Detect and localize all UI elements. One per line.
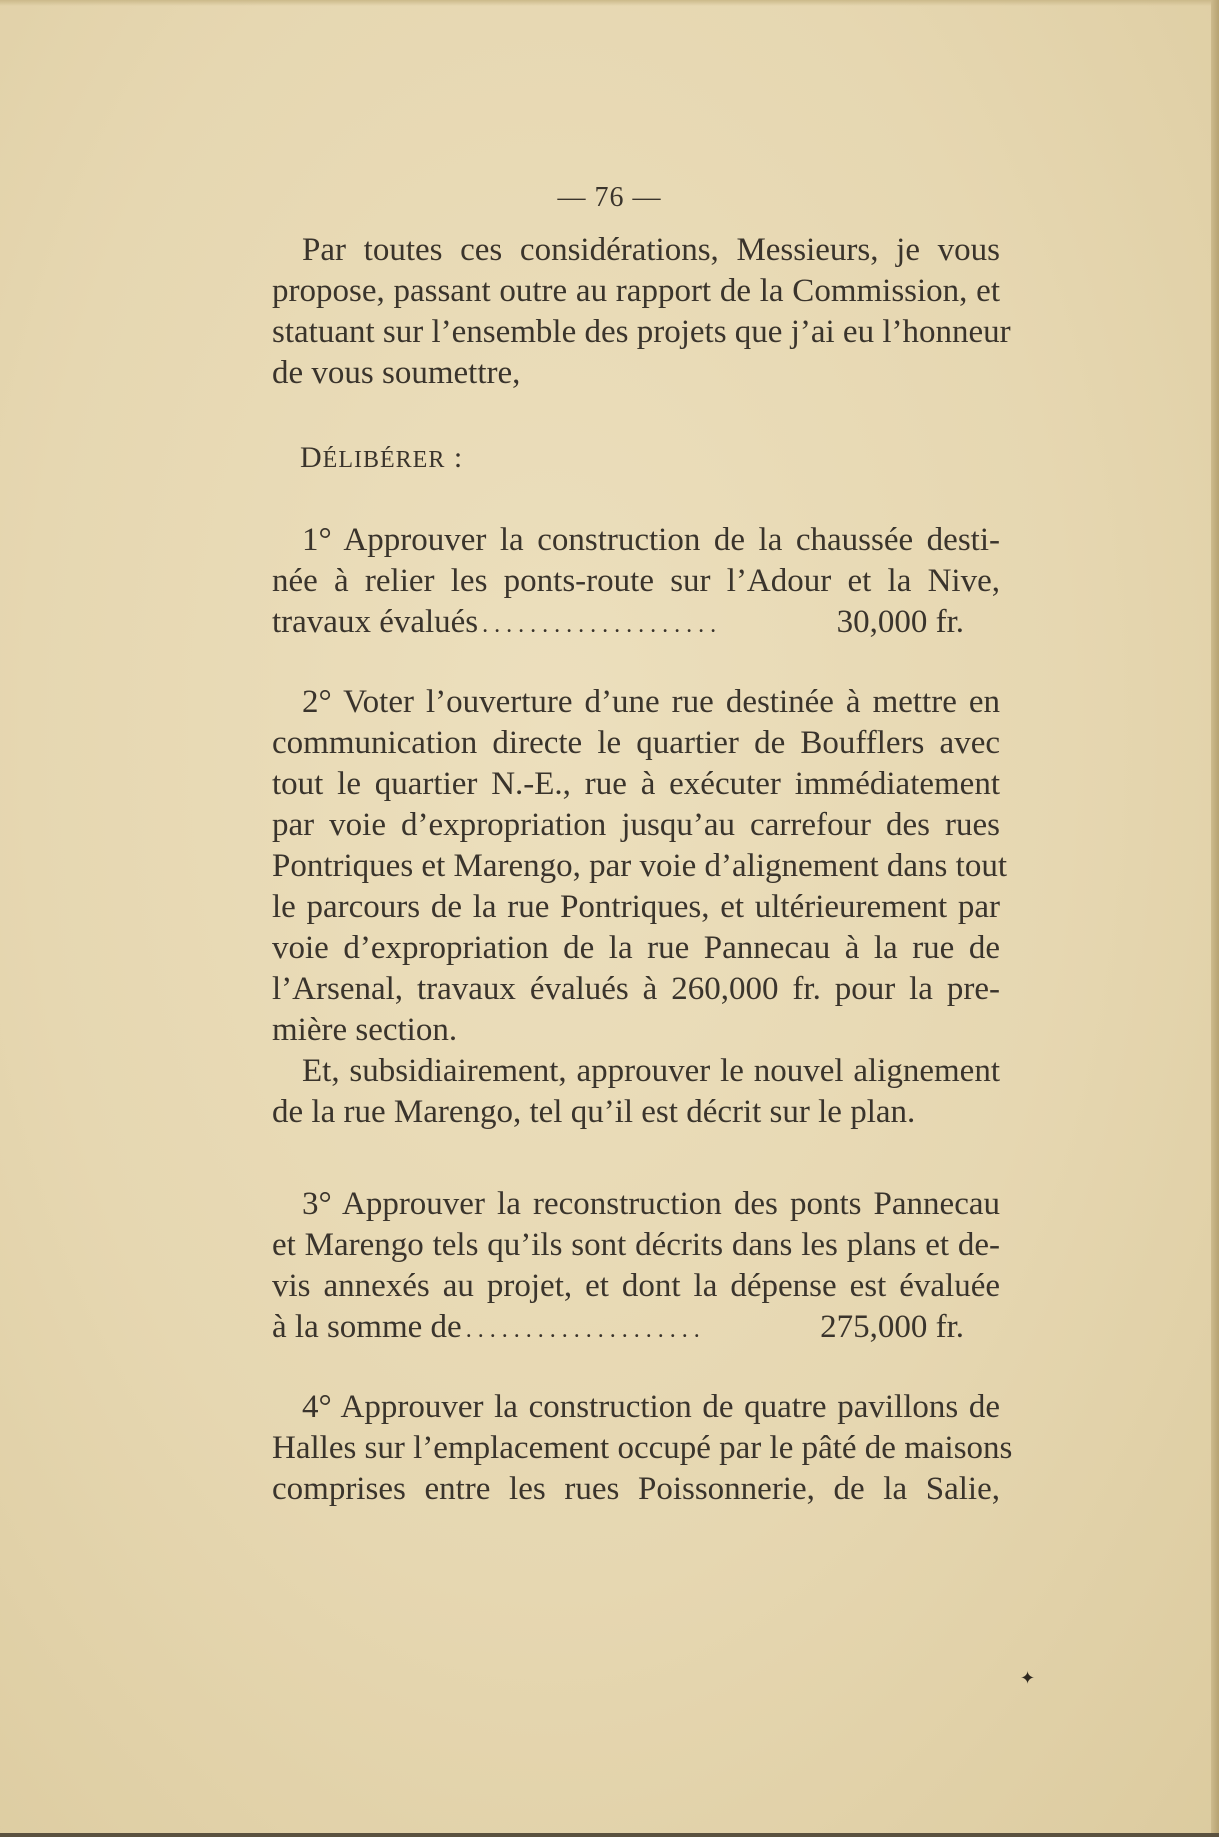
item-1 <box>272 520 1000 643</box>
item-line: 1° Approuver la construction de la chaussée desti- <box>302 522 1000 558</box>
item-line: Halles sur l’emplacement occupé par le pâté de maisons <box>272 1430 1013 1466</box>
page-edge-top <box>0 0 1219 6</box>
item-line: née à relier les ponts-route sur l’Adour et la Nive, <box>272 563 1000 599</box>
intro-line: statuant sur l’ensemble des projets que j’ai eu l’honneur <box>272 314 1011 350</box>
item-line: 4° Approuver la construction de quatre pavillons de <box>302 1389 1000 1425</box>
item-line: communication directe le quartier de Boufflers avec <box>272 725 1000 761</box>
dot-leader: .................... <box>465 1317 706 1343</box>
item-line: et Marengo tels qu’ils sont décrits dans les plans et de- <box>272 1227 1000 1263</box>
heading-rest: ÉLIBÉRER <box>322 447 446 473</box>
heading-initial: D <box>300 441 323 474</box>
page-number: — 76 — <box>557 182 662 213</box>
item-line: 2° Voter l’ouverture d’une rue destinée à mettre en <box>302 684 1000 720</box>
item-line: le parcours de la rue Pontriques, et ultérieurement par <box>272 889 1000 925</box>
dot-leader: .................... <box>482 612 723 638</box>
amount-line <box>272 602 1000 643</box>
intro-paragraph <box>272 230 1011 394</box>
item-line: Et, subsidiairement, approuver le nouvel alignement <box>302 1053 1000 1089</box>
item-line: tout le quartier N.-E., rue à exécuter immédiatement <box>272 766 1000 802</box>
item-4 <box>272 1387 1013 1510</box>
amount-label: à la somme de <box>272 1309 462 1345</box>
amount-line <box>272 1307 1000 1348</box>
item-line: par voie d’expropriation jusqu’au carrefour des rues <box>272 807 1000 843</box>
item-line: de la rue Marengo, tel qu’il est décrit sur le plan. <box>272 1094 916 1130</box>
item-line: l’Arsenal, travaux évalués à 260,000 fr. pour la pre- <box>272 971 1000 1007</box>
item-line: Pontriques et Marengo, par voie d’alignement dans tout <box>272 848 1007 884</box>
intro-line: Par toutes ces considérations, Messieurs, je vous <box>302 232 1000 268</box>
item-line: 3° Approuver la reconstruction des ponts Pannecau <box>302 1186 1000 1222</box>
marginal-mark-icon: ✦ <box>1020 1668 1036 1688</box>
item-3 <box>272 1184 1000 1348</box>
intro-line: de vous soumettre, <box>272 355 521 391</box>
deliberer-heading <box>300 441 463 475</box>
item-2 <box>272 682 1007 1133</box>
amount-label: travaux évalués <box>272 604 479 640</box>
amount-value: 30,000 fr. <box>836 604 964 640</box>
item-line: voie d’expropriation de la rue Pannecau à la rue de <box>272 930 1000 966</box>
item-line: comprises entre les rues Poissonnerie, de la Salie, <box>272 1471 1000 1507</box>
amount-value: 275,000 fr. <box>820 1309 964 1345</box>
intro-line: propose, passant outre au rapport de la Commission, et <box>272 273 1000 309</box>
item-line: vis annexés au projet, et dont la dépense est évaluée <box>272 1268 1000 1304</box>
page-edge-right <box>1211 0 1219 1837</box>
page-edge-bottom <box>0 1833 1219 1837</box>
heading-suffix: : <box>445 441 464 474</box>
item-line: mière section. <box>272 1012 458 1048</box>
